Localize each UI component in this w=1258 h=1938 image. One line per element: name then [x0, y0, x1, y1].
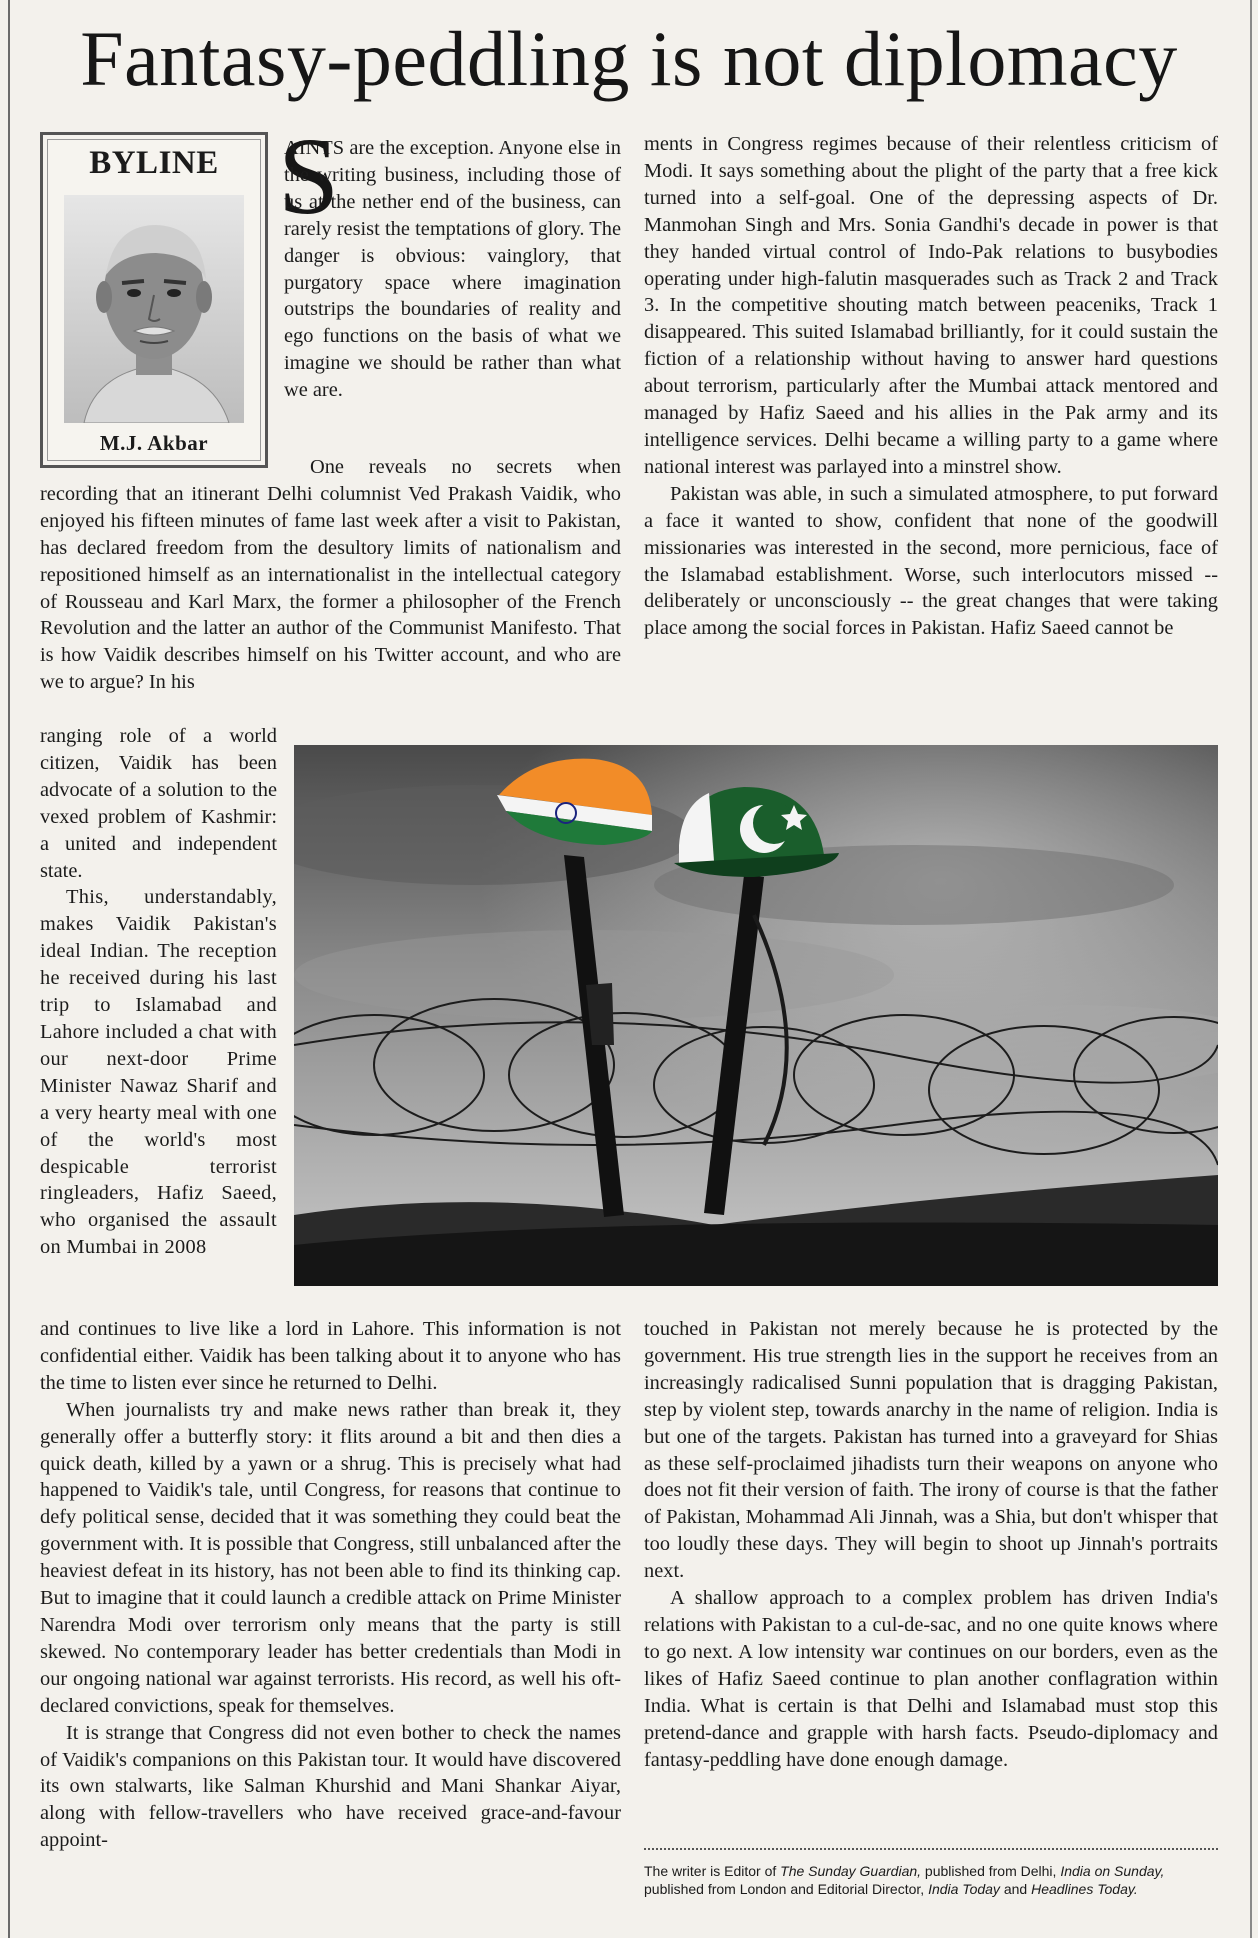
- col2-bottom: [644, 1316, 1218, 1773]
- col2-bottom-para2: A shallow approach to a complex problem has driven India's relations with Pakistan to a cul-de-sac, and no one quite knows where to go next. A low intensity war continues on our borders, even as the likes of Hafiz Saeed continue to plan another conflagration within India. What is certain is that Delhi and Islamabad must stop this pretend-dance and grapple with harsh facts. Pseudo-diplomacy and fantasy-peddling have done enough damage.: [644, 1587, 1218, 1771]
- author-footnote: [644, 1862, 1218, 1898]
- col1-bottom-para3: It is strange that Congress did not even bother to check the names of Vaidik's companions on this Pakistan tour. It would have discovered its own stalwarts, like Salman Khurshid and Mani Shankar Aiyar, along with fellow-travellers who have received grace-and-favour appoint-: [40, 1721, 621, 1852]
- col2-top-para1: ments in Congress regimes because of their relentless criticism of Modi. It says something about the plight of the party that a free kick turned into a self-goal. One of the depressing aspects of Dr. Manmohan Singh and Mrs. Sonia Gandhi's decade in power is that they handed virtual control of Indo-Pak relations to busybodies operating under high-falutin masquerades such as Track 2 and Track 3. In the competitive shouting match between peaceniks, Track 1 disappeared. This suited Islamabad brilliantly, for it could sustain the fiction of a relationship without having to answer hard questions about terrorism, particularly after the Mumbai attack mentored and managed by Hafiz Saeed and his allies in the Pak army and its intelligence services. Delhi became a willing party to a game where national interest was parlayed into a minstrel show.: [644, 133, 1218, 478]
- author-portrait-image: [64, 195, 244, 423]
- col1-bottom-para2: When journalists try and make news rather than break it, they generally offer a butterfly story: it flits around a bit and then dies a quick death, killed by a yawn or a shrug. This is precisely what had happened to Vaidik's tale, until Congress, for reasons that continue to defy political sense, decided that it was something they could beat the government with. It is possible that Congress, still unbalanced after the heaviest defeat in its history, has not been able to find its thinking cap. But to imagine that it could launch a credible attack on Prime Minister Narendra Modi over terrorism only means that the party is still skewed. No contemporary leader has better credentials than Modi in our ongoing national war against terrorists. His record, as well his oft-declared convictions, speak for themselves.: [40, 1398, 621, 1717]
- byline-author-name: M.J. Akbar: [99, 431, 209, 455]
- col1-para1: AINTS are the exception. Anyone else in the writing business, including those of us at the nether end of the business, can rarely resist the temptations of glory. The danger is obvious: vainglory, that purgatory space where imagination outstrips the boundaries of reality and ego functions on the basis of what we imagine we should be rather than what we are.: [284, 137, 621, 402]
- drop-cap: S: [278, 115, 340, 237]
- footnote-pub-3: India Today: [928, 1881, 1000, 1897]
- footnote-pub-4: Headlines Today.: [1031, 1881, 1138, 1897]
- footnote-divider: [644, 1848, 1218, 1850]
- col1-para2: One reveals no secrets when recording that an itinerant Delhi columnist Ved Prakash Vaidik, who enjoyed his fifteen minutes of fame last week after a visit to Pakistan, has declared freedom from the desultory limits of nationalism and repositioned himself as an internationalist in the intellectual category of Rousseau and Karl Marx, the former a philosopher of the French Revolution and the latter an author of the Communist Manifesto. That is how Vaidik describes himself on his Twitter account, and who are we to argue? In his: [40, 456, 621, 694]
- author-portrait: [64, 195, 244, 423]
- footnote-pub-2: India on Sunday,: [1060, 1863, 1165, 1879]
- col1-bottom-para1: and continues to live like a lord in Lahore. This information is not confidential either. Vaidik has been talking about it to anyone who has the time to listen ever since he returned to Delhi.: [40, 1318, 621, 1394]
- footnote-text-3: published from London and Editorial Director,: [644, 1881, 929, 1897]
- byline-label: BYLINE: [89, 145, 219, 181]
- col2-top: [644, 131, 1218, 642]
- col1-para2-block: [40, 454, 621, 696]
- col1-bottom: [40, 1316, 621, 1854]
- footnote-text-1: The writer is Editor of: [644, 1863, 781, 1879]
- footnote-text-4: and: [999, 1881, 1032, 1897]
- headline: Fantasy-peddling is not diplomacy: [80, 15, 1178, 102]
- narrow-column: [40, 723, 277, 1261]
- narrow-para1: ranging role of a world citizen, Vaidik has been advocate of a solution to the vexed problem of Kashmir: a united and independent state.: [40, 725, 277, 882]
- border-photo: [294, 745, 1218, 1286]
- col1-top-text: [284, 135, 621, 404]
- footnote-text-2: published from Delhi,: [921, 1863, 1061, 1879]
- border-photo-image: [294, 745, 1218, 1286]
- col2-top-para2: Pakistan was able, in such a simulated atmosphere, to put forward a face it wanted to show, confident that none of the goodwill missionaries was interested in the second, more pernicious, face of the Islamabad establishment. Worse, such interlocutors missed -- deliberately or unconsciously -- the great changes that were taking place among the social forces in Pakistan. Hafiz Saeed cannot be: [644, 482, 1218, 640]
- narrow-para2: This, understandably, makes Vaidik Pakistan's ideal Indian. The reception he received during his last trip to Islamabad and Lahore included a chat with our next-door Prime Minister Nawaz Sharif and a very hearty meal with one of the world's most despicable terrorist ringleaders, Hafiz Saeed, who organised the assault on Mumbai in 2008: [40, 886, 277, 1259]
- col2-bottom-para1: touched in Pakistan not merely because he is protected by the government. His true strength lies in the support he receives from an increasingly radicalised Sunni population that is dragging Pakistan, step by violent step, towards anarchy in the name of religion. India is but one of the targets. Pakistan has turned into a graveyard for Shias as these self-proclaimed jihadists turn their weapons on anyone who does not fit their version of faith. The irony of course is that the father of Pakistan, Mohammad Ali Jinnah, was a Shia, but don't whisper that too loudly these days. They will begin to shoot up Jinnah's portraits next.: [644, 1318, 1218, 1583]
- page-left-edge: [8, 0, 10, 1938]
- footnote-pub-1: The Sunday Guardian,: [780, 1863, 922, 1879]
- byline-box: [40, 132, 268, 468]
- page-right-edge: [1250, 0, 1252, 1938]
